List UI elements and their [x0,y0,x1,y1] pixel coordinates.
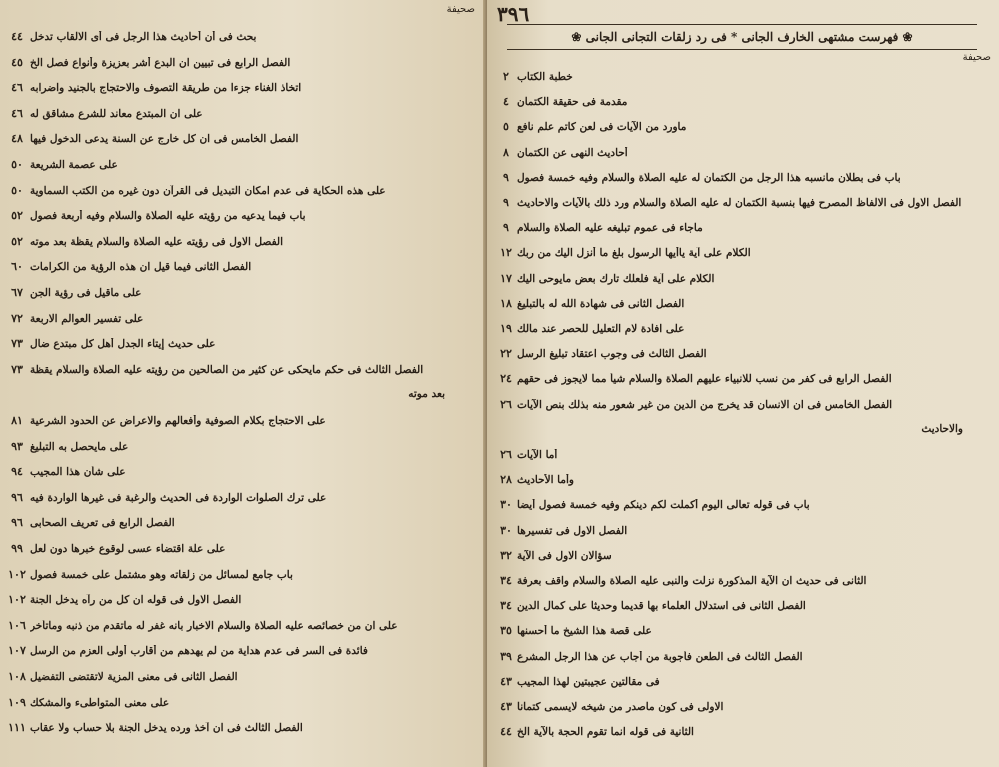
toc-page-number: ١٠٨ [8,670,26,683]
toc-entry-title: الفصل الاول فى رؤيته عليه الصلاة والسلام يقظة بعد موته [30,235,284,248]
toc-entry-title: الثانية فى قوله انما تقوم الحجة بالآية الخ [517,726,694,739]
toc-entry [4,158,477,171]
page-column-label: صحيفة [446,4,475,15]
toc-page-number: ٤٣ [500,674,512,688]
toc-entry [4,465,477,478]
toc-entry-title: على علة اقتضاء عسى لوقوع خبرها دون لعل [30,543,226,555]
toc-entry-title: سؤالان الاول فى الآية [517,549,612,562]
toc-page-number: ٨١ [11,414,23,427]
toc-entry-title: على حديث إيتاء الجدل أهل كل مبتدع ضال [30,338,216,351]
toc-entry-title: الفصل الخامس فى ان الانسان قد يخرج من الدين من غير شعور منه بذلك بنص الآيات [517,398,893,411]
toc-entry-title: الفصل الرابع فى تبيين ان البدع أشر بعزيزة وأنواع فصل الخ [30,56,291,69]
toc-entry [4,312,477,325]
toc-entry-title: الفصل الثانى فى شهادة الله له بالتبليغ [517,297,685,310]
toc-page-number: ٥٢ [11,234,23,248]
toc-page-number: ٤٣ [500,700,512,713]
toc-page-number: ٥٠ [11,183,23,197]
toc-entry [495,473,991,486]
toc-entry [4,184,477,197]
toc-entry [495,95,991,108]
toc-entry [4,696,477,709]
toc-entry [4,337,477,350]
toc-entry [495,498,991,511]
toc-page-number: ٨ [503,145,509,159]
toc-page-number: ١٠٦ [8,618,26,632]
toc-entry [495,675,991,688]
toc-entry-title: فائدة فى السر فى عدم هداية من لم يهدهم من أقارب أولى العزم من الرسل [30,645,368,658]
toc-entry-title: وأما الأحاديث [517,474,574,487]
toc-entry-continuation: والاحاديث [921,422,963,435]
toc-entry-continuation: بعد موته [408,388,445,401]
toc-entry-title: باب فيما يدعيه من رؤيته عليه الصلاة والسلام وفيه أربعة فصول [30,210,306,223]
toc-page-number: ٣٤ [500,574,512,587]
toc-entry [495,599,991,612]
toc-entry [4,542,477,555]
toc-page-number: ١٠٧ [8,644,26,658]
toc-entry-title: مقدمة فى حقيقة الكتمان [517,96,628,109]
toc-page-number: ٣٢ [500,548,512,562]
toc-entry [495,246,991,259]
toc-entry-title: على عصمة الشريعة [30,159,118,171]
toc-entry [4,670,477,683]
toc-page-number: ٣٥ [500,624,512,638]
toc-page-number: ٩٦ [11,490,23,504]
toc-page-number: ٢ [503,70,509,83]
toc-entry [4,363,477,376]
toc-page-number: ٩٩ [11,542,23,555]
toc-entry [495,221,991,234]
toc-entry [495,297,991,310]
toc-entry [4,30,477,43]
toc-entry-title: الفصل الثالث فى حكم مايحكى عن كثير من الصالحين من رؤيته عليه الصلاة والسلام يقظة [30,363,424,376]
toc-entry-title: على قصة هذا الشيخ ما أحسنها [517,625,652,638]
toc-entry [495,120,991,133]
toc-entry [4,721,477,734]
toc-entry-title: الفصل الاول فى تفسيرها [517,524,628,537]
toc-entry-title: الثانى فى حديث ان الآية المذكورة نزلت والنبى عليه الصلاة والسلام واقف بعرفة [517,575,867,587]
toc-page-number: ٩٤ [11,465,23,479]
toc-entry-title: الفصل الثالث فى وجوب اعتقاد تبليغ الرسل [517,348,707,361]
toc-entry [495,196,991,209]
toc-page-number: ٩ [503,196,509,209]
toc-page-number: ١٩ [500,322,512,335]
toc-page-number: ٦٧ [11,286,23,299]
toc-entry-title: باب فى قوله تعالى اليوم أكملت لكم دينكم وفيه خمسة فصول أيضا [517,499,810,512]
toc-entry-title: الفصل الثانى فى استدلال العلماء بها قديما وحديثا على كمال الدين [517,600,806,613]
toc-page-number: ٦٠ [11,260,23,274]
toc-page-number: ١٠٢ [8,567,26,581]
toc-entry [495,725,991,738]
toc-entry-title: اتخاذ الغناء جزءا من طريقة التصوف والاحتجاج بالجنيد واضرابه [30,82,302,95]
toc-entry-title: أحاديث النهى عن الكتمان [517,146,628,159]
toc-page-number: ٩ [503,221,509,235]
toc-entry [4,235,477,248]
toc-page-number: ٢٤ [500,372,512,386]
toc-entry [4,209,477,222]
toc-entry-title: على ترك الصلوات الواردة فى الحديث والرغبة فى غيرها الواردة فيه [30,491,327,504]
toc-entry-title: الفصل الثالث فى ان آخذ ورده يدخل الجنة بلا حساب ولا عقاب [30,722,303,735]
toc-entry [4,619,477,632]
toc-page-number: ١٧ [500,271,512,285]
toc-entry-title: على ان من خصائصه عليه الصلاة والسلام الاخبار بانه غفر له ماتقدم من ذنبه وماتأخر [30,619,398,632]
toc-entry [495,171,991,184]
toc-entry-title: على ماقيل فى رؤية الجن [30,287,142,299]
toc-entry-title: باب فى بطلان مانسبه هذا الرجل من الكتمان له عليه الصلاة والسلام وفيه خمسة فصول [517,171,901,184]
toc-page-number: ٤ [503,95,509,109]
toc-entry-title: فى مقالتين عجيبتين لهذا المجيب [517,675,660,688]
toc-entry [495,700,991,713]
toc-entry [4,440,477,453]
toc-entry-title: الفصل الخامس فى ان كل خارج عن السنة يدعى الدخول فيها [30,133,299,146]
toc-page-number: ٤٥ [11,55,23,69]
toc-entry [495,448,991,461]
toc-entry [495,398,991,411]
toc-page-number: ٣٩ [500,649,512,663]
page-number: ٣٩٦ [497,2,530,26]
toc-entry-title: الكلام على آية فلعلك تارك بعض مايوحى اليك [517,272,715,285]
toc-page-number: ٥٠ [11,158,23,171]
toc-entry-title: الفصل الرابع فى كفر من نسب للانبياء عليهم الصلاة والسلام شيأ مما لايجوز فى حقهم [517,373,892,386]
toc-entry [4,593,477,606]
right-page [487,0,999,767]
toc-entry [495,322,991,335]
toc-entry [495,70,991,83]
toc-page-number: ٤٤ [500,725,512,739]
toc-entry-title: الفصل الرابع فى تعريف الصحابى [30,517,175,530]
toc-entry-title: ماجاء فى عموم تبليغه عليه الصلاة والسلام [517,222,703,235]
toc-entry [495,549,991,562]
page-column-label: صحيفة [962,52,991,63]
toc-entry-title: على هذه الحكاية فى عدم امكان التبديل فى القرآن دون غيره من الكتب السماوية [30,184,386,197]
toc-entry-title: على تفسير العوالم الاربعة [30,312,144,325]
toc-page-number: ٤٨ [11,132,23,146]
toc-entry [495,574,991,587]
toc-page-number: ٧٣ [11,337,23,351]
toc-entry [495,272,991,285]
toc-page-number: ٥ [503,120,509,134]
toc-page-number: ٥٢ [11,209,23,223]
toc-entry [4,56,477,69]
toc-page-number: ٤٤ [11,30,23,43]
toc-page-number: ٢٦ [500,397,512,411]
toc-entry [4,260,477,273]
toc-page-number: ٧٢ [11,311,23,325]
toc-page-number: ٢٢ [500,347,512,361]
toc-entry [495,347,991,360]
toc-page-number: ١٠٩ [8,695,26,709]
toc-page-number: ٢٨ [500,473,512,487]
toc-entry-title: على شأن هذا المجيب [30,466,126,479]
toc-page-number: ٩٦ [11,516,23,530]
toc-entry-title: على مايحصل به التبليغ [30,440,129,453]
toc-entry-title: ماورد من الآيات فى لعن كاتم علم نافع [517,121,687,134]
toc-page-number: ٣٠ [500,523,512,537]
toc-page-number: ٧٣ [11,362,23,376]
toc-entry-title: بحث فى أن أحاديث هذا الرجل فى أى الالقاب تدخل [30,31,257,43]
toc-entry [4,286,477,299]
toc-entry [495,524,991,537]
toc-page-number: ٩٣ [11,439,23,453]
page-header: ❀ فهرست مشتهى الخارف الجانى * فى رد زلقات التجانى الجانى ❀ [507,24,977,50]
toc-entry [4,644,477,657]
toc-entry-title: الفصل الثانى فيما قيل ان هذه الرؤية من الكرامات [30,261,252,274]
toc-page-number: ٩ [503,170,509,184]
toc-entry-title: على معنى المتواطىء والمشكك [30,696,170,709]
toc-entry-title: خطبة الكتاب [517,71,573,83]
toc-entry [495,650,991,663]
toc-page-number: ١٠٢ [8,593,26,607]
toc-page-number: ١١١ [8,721,26,735]
toc-entry [495,146,991,159]
toc-page-number: ١٢ [500,246,512,260]
toc-entry [4,107,477,120]
toc-entry [4,516,477,529]
toc-entry [4,414,477,427]
toc-page-number: ١٨ [500,296,512,310]
toc-entry-title: الاولى فى كون ماصدر من شيخه لايسمى كتمانا [517,701,724,713]
toc-page-number: ٤٦ [11,81,23,95]
toc-entry [495,624,991,637]
toc-entry-title: على ان المبتدع معاند للشرع مشاقق له [30,107,203,120]
toc-entry [4,568,477,581]
toc-page-number: ٣٤ [500,599,512,613]
toc-entry-title: الفصل الثالث فى الطعن فأجوبة من أجاب عن هذا الرجل المشرع [517,650,803,663]
toc-entry [4,491,477,504]
toc-entry [4,132,477,145]
toc-entry-title: باب جامع لمسائل من زلقاته وهو مشتمل على خمسة فصول [30,568,293,581]
toc-entry-title: الفصل الاول فى الالفاظ المصرح فيها بنسبة الكتمان له عليه الصلاة والسلام ورد ذلك بالآيات والاحاديث [517,197,962,209]
toc-entry-title: أما الآيات [517,449,558,461]
toc-page-number: ٤٦ [11,106,23,120]
toc-entry-title: على الاحتجاج بكلام الصوفية وأفعالهم والاعراض عن الحدود الشرعية [30,415,326,427]
toc-entry [495,372,991,385]
toc-page-number: ٢٦ [500,448,512,461]
toc-entry-title: الكلام على آية ياأيها الرسول بلغ ما أنزل اليك من ربك [517,247,751,260]
toc-page-number: ٣٠ [500,498,512,512]
toc-entry-title: الفصل الثانى فى معنى المزية لاتقتضى التفضيل [30,671,238,683]
toc-entry [4,81,477,94]
left-page [0,0,485,767]
toc-entry-title: الفصل الاول فى قوله ان كل من رآه يدخل الجنة [30,594,242,607]
toc-entry-title: على افادة لام التعليل للحصر عند مالك [517,323,685,335]
